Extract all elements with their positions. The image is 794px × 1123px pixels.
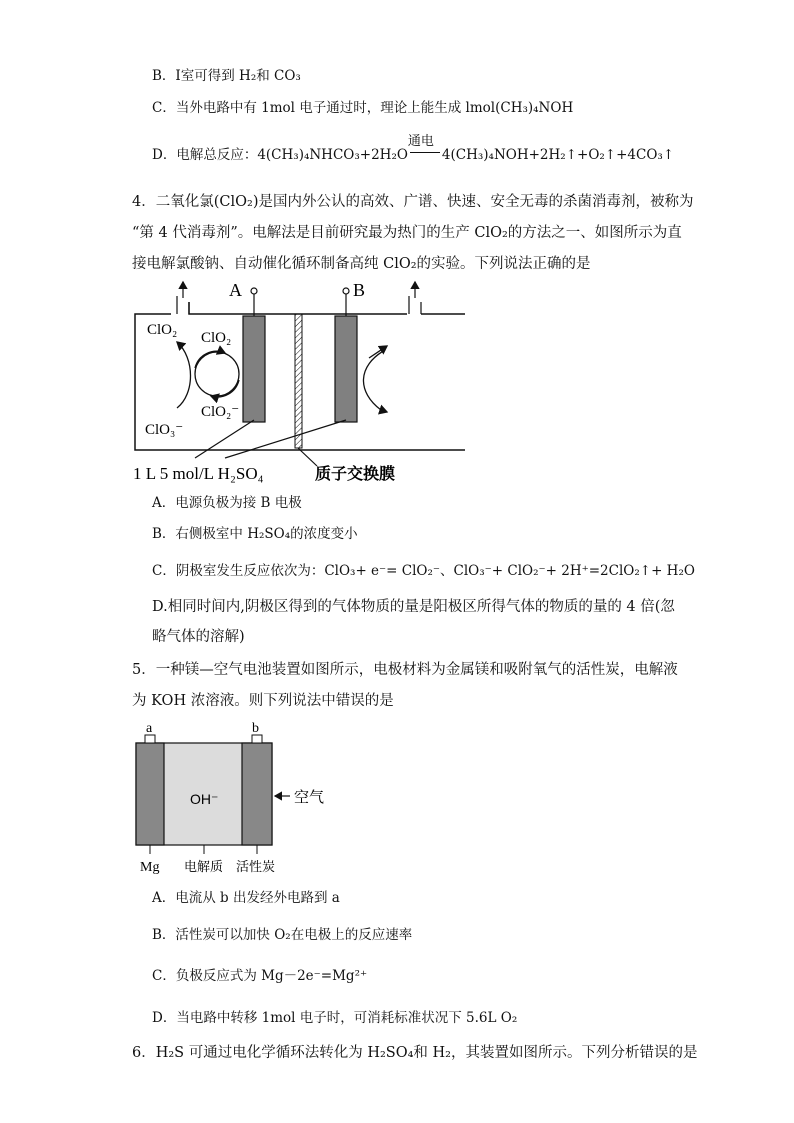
q3-option-b: B．Ⅰ室可得到 H₂和 CO₃ [152, 68, 301, 84]
q4-option-d-line-1: D.相同时间内,阴极区得到的气体物质的量是阳极区所得气体的物质的量的 4 倍(忽 [152, 599, 675, 615]
electrode-a [243, 316, 265, 422]
q4-stem-line-1: 4．二氧化氯(ClO₂)是国内外公认的高效、广谱、快速、安全无毒的杀菌消毒剂，被称为 [132, 194, 694, 210]
membrane-label: 质子交换膜 [315, 464, 396, 483]
left-flow-arrow [177, 342, 191, 408]
q3-option-d-prefix: D．电解总反应：4(CH₃)₄NHCO₃+2H₂O [152, 147, 408, 163]
q6-stem-line-1: 6．H₂S 可通过电化学循环法转化为 H₂SO₄和 H₂，其装置如图所示。下列分析错误的是 [132, 1045, 698, 1061]
terminal-b-tab [252, 735, 262, 743]
equation-arrow [407, 134, 440, 153]
q5-stem-line-2: 为 KOH 浓溶液。则下列说法中错误的是 [132, 693, 394, 709]
oh-label: OH⁻ [190, 791, 219, 807]
q5-option-c: C．负极反应式为 Mg－2e⁻=Mg²⁺ [152, 968, 368, 984]
right-arc [363, 350, 385, 410]
q3-option-d-suffix: 4(CH₃)₄NOH+2H₂↑+O₂↑+4CO₃↑ [441, 147, 675, 163]
q5-option-b: B．活性炭可以加快 O₂在电极上的反应速率 [152, 927, 413, 943]
clo2-minus-label: ClO₂⁻ [201, 404, 240, 420]
q4-option-a: A．电源负极为接 B 电极 [152, 495, 302, 511]
q5-option-a: A．电流从 b 出发经外电路到 a [152, 890, 340, 906]
mg-air-battery-diagram [128, 716, 338, 878]
mg-electrode [136, 743, 164, 845]
q4-stem-line-3: 接电解氯酸钠、自动催化循环制备高纯 ClO₂的实验。下列说法正确的是 [132, 256, 591, 272]
terminal-a-tab [145, 735, 155, 743]
carbon-electrode [242, 743, 272, 845]
electrolyte-label: 电解质 [184, 860, 224, 875]
label-a: a [146, 721, 153, 736]
carbon-label: 活性炭 [236, 860, 276, 875]
q4-stem-line-2: “第 4 代消毒剂”。电解法是目前研究最为热门的生产 ClO₂的方法之一、如图所示为直 [132, 225, 682, 241]
q4-option-d-line-2: 略气体的溶解) [152, 629, 245, 645]
label-b: b [252, 721, 259, 736]
label-b: B [353, 280, 366, 300]
catalytic-cycle [195, 352, 239, 396]
air-label: 空气 [294, 788, 325, 806]
q4-option-c: C．阴极室发生反应依次为：ClO₃+ e⁻= ClO₂⁻、ClO₃⁻+ ClO₂⁻+ 2H⁺=2ClO₂↑+ H₂O [152, 563, 695, 579]
terminal-b [343, 288, 349, 294]
clo2-cycle-label: ClO₂ [201, 330, 232, 346]
terminal-a [251, 288, 257, 294]
q3-option-c: C．当外电路中有 1mol 电子通过时，理论上能生成 lmol(CH₃)₄NOH [152, 100, 574, 116]
proton-exchange-membrane [295, 314, 302, 448]
q3-option-d [152, 134, 675, 165]
q5-stem-line-1: 5．一种镁—空气电池装置如图所示，电极材料为金属镁和吸附氧气的活性炭，电解液 [132, 662, 678, 678]
electrolysis-cell-diagram [125, 276, 465, 488]
q4-option-b: B．右侧极室中 H₂SO₄的浓度变小 [152, 526, 358, 542]
label-a: A [229, 280, 242, 300]
condition-label: 通电 [407, 134, 434, 149]
clo2-left-label: ClO₂ [147, 322, 178, 338]
acid-label: 1 L 5 mol/L H₂SO₄ [133, 464, 264, 483]
electrode-b [335, 316, 357, 422]
q5-option-d: D．当电路中转移 1mol 电子时，可消耗标准状况下 5.6L O₂ [152, 1010, 518, 1026]
mg-label: Mg [140, 860, 160, 875]
clo3-minus-label: ClO₃⁻ [145, 422, 184, 438]
